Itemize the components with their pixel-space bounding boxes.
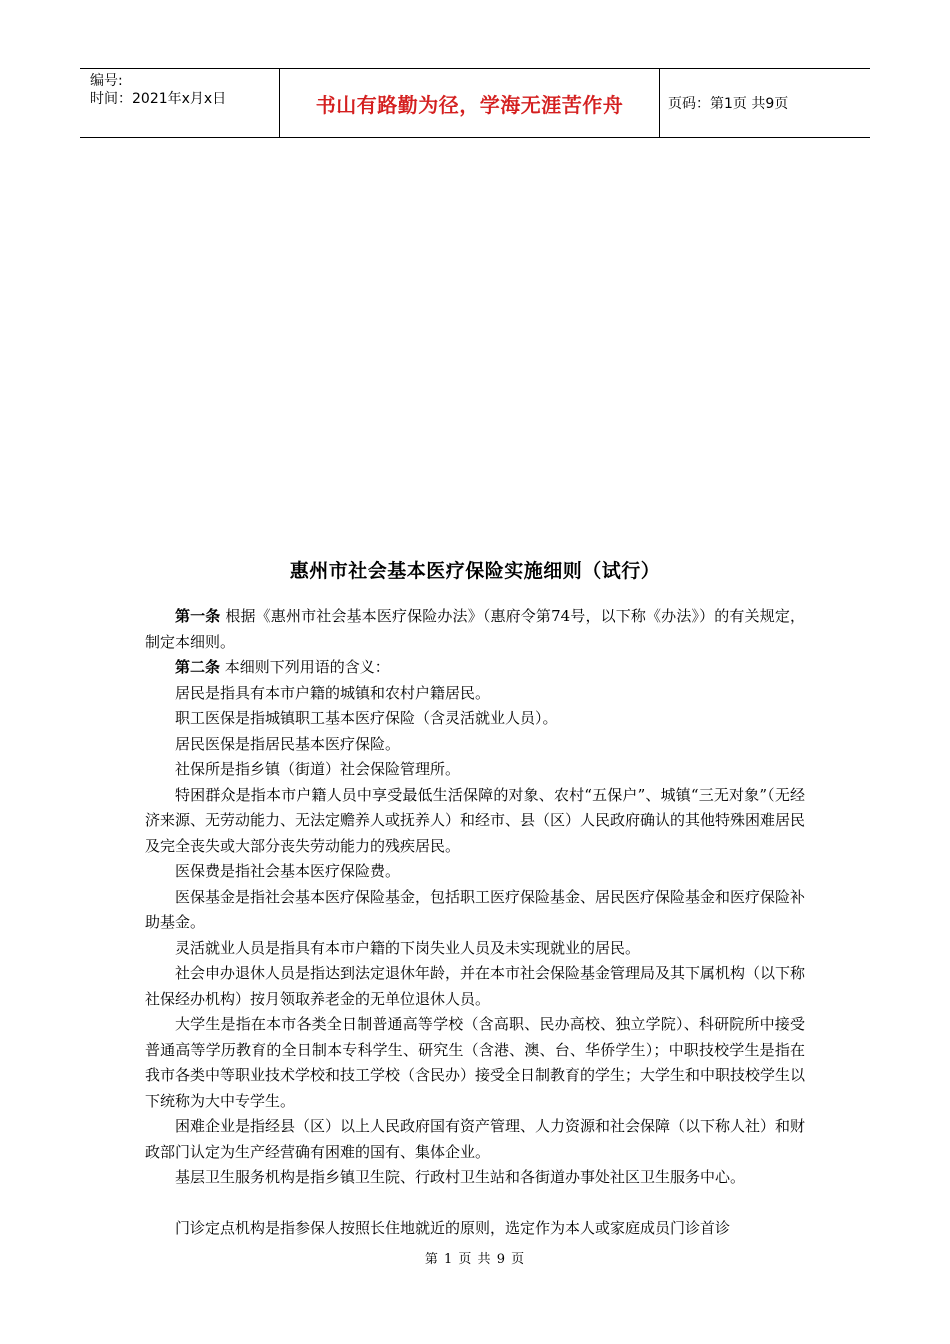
header-page-info: 页码：第1页 共9页	[668, 96, 789, 112]
paragraph-text: 本细则下列用语的含义：	[220, 658, 390, 676]
paragraph: 医保费是指社会基本医疗保险费。	[175, 862, 401, 880]
paragraph: 特困群众是指本市户籍人员中享受最低生活保障的对象、农村“五保户”、城镇“三无对象”（无经济来源、无劳动能力、无法定赡养人或抚养人）和经市、县（区）人民政府确认的其他特殊困难居民及完全丧失或大部分丧失劳动能力的残疾居民。	[145, 785, 806, 855]
paragraph: 灵活就业人员是指具有本市户籍的下岗失业人员及未实现就业的居民。	[175, 938, 641, 957]
paragraph	[145, 655, 805, 681]
header-motto: 书山有路勤为径，学海无涯苦作舟	[280, 69, 660, 137]
paragraph: 居民是指具有本市户籍的城镇和农村户籍居民。	[175, 683, 491, 702]
paragraph: 基层卫生服务机构是指乡镇卫生院、行政村卫生站和各街道办事处社区卫生服务中心。	[175, 1168, 746, 1186]
paragraph: 门诊定点机构是指参保人按照长住地就近的原则，选定作为本人或家庭成员门诊首诊	[175, 1218, 731, 1237]
paragraph: 困难企业是指经县（区）以上人民政府国有资产管理、人力资源和社会保障（以下称人社）和财政部门认定为生产经营确有困难的国有、集体企业。	[145, 1117, 806, 1161]
header-meta	[80, 69, 280, 137]
header-table	[80, 68, 870, 138]
paragraph: 社保所是指乡镇（街道）社会保险管理所。	[175, 760, 461, 778]
paragraph: 医保基金是指社会基本医疗保险基金，包括职工医疗保险基金、居民医疗保险基金和医疗保险补助基金。	[145, 887, 806, 931]
article-label: 第一条	[175, 607, 221, 625]
paragraph: 大学生是指在本市各类全日制普通高等学校（含高职、民办高校、独立学院）、科研院所中接受普通高等学历教育的全日制本专科学生、研究生（含港、澳、台、华侨学生）；中职技校学生是指在我市各类中等职业技术学校和技工学校（含民办）接受全日制教育的学生；大学生和中职技校学生以下统称为大中专学生。	[145, 1015, 806, 1110]
document-body	[145, 604, 805, 1241]
article-label: 第二条	[175, 658, 221, 676]
paragraph: 职工医保是指城镇职工基本医疗保险（含灵活就业人员）。	[175, 709, 558, 727]
paragraph: 居民医保是指居民基本医疗保险。	[175, 734, 401, 753]
document-number-label: 编号:	[90, 73, 123, 89]
paragraph	[145, 604, 805, 655]
paragraph-text: 根据《惠州市社会基本医疗保险办法》（惠府令第74号，以下称《办法》）的有关规定，制定本细则。	[145, 607, 805, 651]
page-footer: 第 1 页 共 9 页	[424, 1252, 526, 1267]
paragraph: 社会申办退休人员是指达到法定退休年龄，并在本市社会保险基金管理局及其下属机构（以下称社保经办机构）按月领取养老金的无单位退休人员。	[145, 964, 806, 1008]
document-title: 惠州市社会基本医疗保险实施细则（试行）	[289, 560, 661, 582]
document-date: 时间：2021年x月x日	[90, 91, 227, 107]
